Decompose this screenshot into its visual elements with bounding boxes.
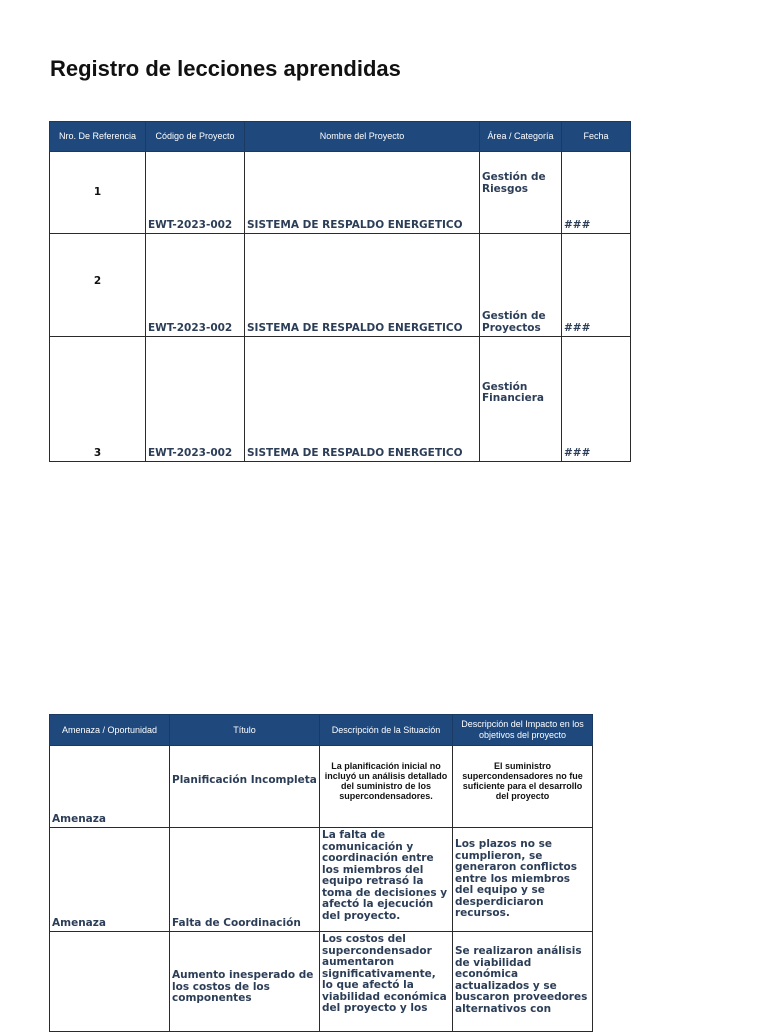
type-cell: Amenaza xyxy=(50,746,170,828)
table-row xyxy=(50,746,593,828)
threats-opportunities-table xyxy=(49,714,593,1032)
header-project-name: Nombre del Proyecto xyxy=(245,122,480,152)
type-cell xyxy=(50,932,170,1032)
impact-cell: Los plazos no se cumplieron, se generaron conflictos entre los miembros del equipo y se desperdiciaron recursos. xyxy=(453,828,593,932)
table-header-row xyxy=(50,715,593,746)
header-situation: Descripción de la Situación xyxy=(320,715,453,746)
header-date: Fecha xyxy=(562,122,631,152)
lessons-register-table xyxy=(49,121,631,462)
project-name-cell: SISTEMA DE RESPALDO ENERGETICO xyxy=(245,337,480,462)
table-row xyxy=(50,152,631,234)
type-cell: Amenaza xyxy=(50,828,170,932)
impact-cell: Se realizaron análisis de viabilidad económica actualizados y se buscaron proveedores alternativos con xyxy=(453,932,593,1032)
header-impact: Descripción del Impacto en los objetivos del proyecto xyxy=(453,715,593,746)
situation-cell: La falta de comunicación y coordinación entre los miembros del equipo retrasó la toma de decisiones y afectó la ejecución del proyecto. xyxy=(320,828,453,932)
area-cell: Gestión de Riesgos xyxy=(480,152,562,234)
table-row xyxy=(50,234,631,337)
date-cell: ### xyxy=(562,234,631,337)
project-name-cell: SISTEMA DE RESPALDO ENERGETICO xyxy=(245,234,480,337)
project-code-cell: EWT-2023-002 xyxy=(146,337,245,462)
area-cell: Gestión Financiera xyxy=(480,337,562,462)
table-row xyxy=(50,828,593,932)
page-title: Registro de lecciones aprendidas xyxy=(50,56,401,81)
title-cell: Planificación Incompleta xyxy=(170,746,320,828)
table-row xyxy=(50,337,631,462)
table-row xyxy=(50,932,593,1032)
header-threat-opportunity: Amenaza / Oportunidad xyxy=(50,715,170,746)
ref-cell: 2 xyxy=(50,234,146,337)
table-header-row xyxy=(50,122,631,152)
title-cell: Falta de Coordinación xyxy=(170,828,320,932)
header-title: Título xyxy=(170,715,320,746)
area-cell: Gestión de Proyectos xyxy=(480,234,562,337)
project-code-cell: EWT-2023-002 xyxy=(146,152,245,234)
situation-cell: Los costos del supercondensador aumentaron significativamente, lo que afectó la viabilidad económica del proyecto y los xyxy=(320,932,453,1032)
header-ref: Nro. De Referencia xyxy=(50,122,146,152)
ref-cell: 3 xyxy=(50,337,146,462)
date-cell: ### xyxy=(562,337,631,462)
header-area: Área / Categoría xyxy=(480,122,562,152)
title-cell: Aumento inesperado de los costos de los componentes xyxy=(170,932,320,1032)
situation-cell: La planificación inicial no incluyó un análisis detallado del suministro de los supercondensadores. xyxy=(320,746,453,828)
date-cell: ### xyxy=(562,152,631,234)
impact-cell: El suministro supercondensadores no fue suficiente para el desarrollo del proyecto xyxy=(453,746,593,828)
project-code-cell: EWT-2023-002 xyxy=(146,234,245,337)
header-project-code: Código de Proyecto xyxy=(146,122,245,152)
ref-cell: 1 xyxy=(50,152,146,234)
project-name-cell: SISTEMA DE RESPALDO ENERGETICO xyxy=(245,152,480,234)
